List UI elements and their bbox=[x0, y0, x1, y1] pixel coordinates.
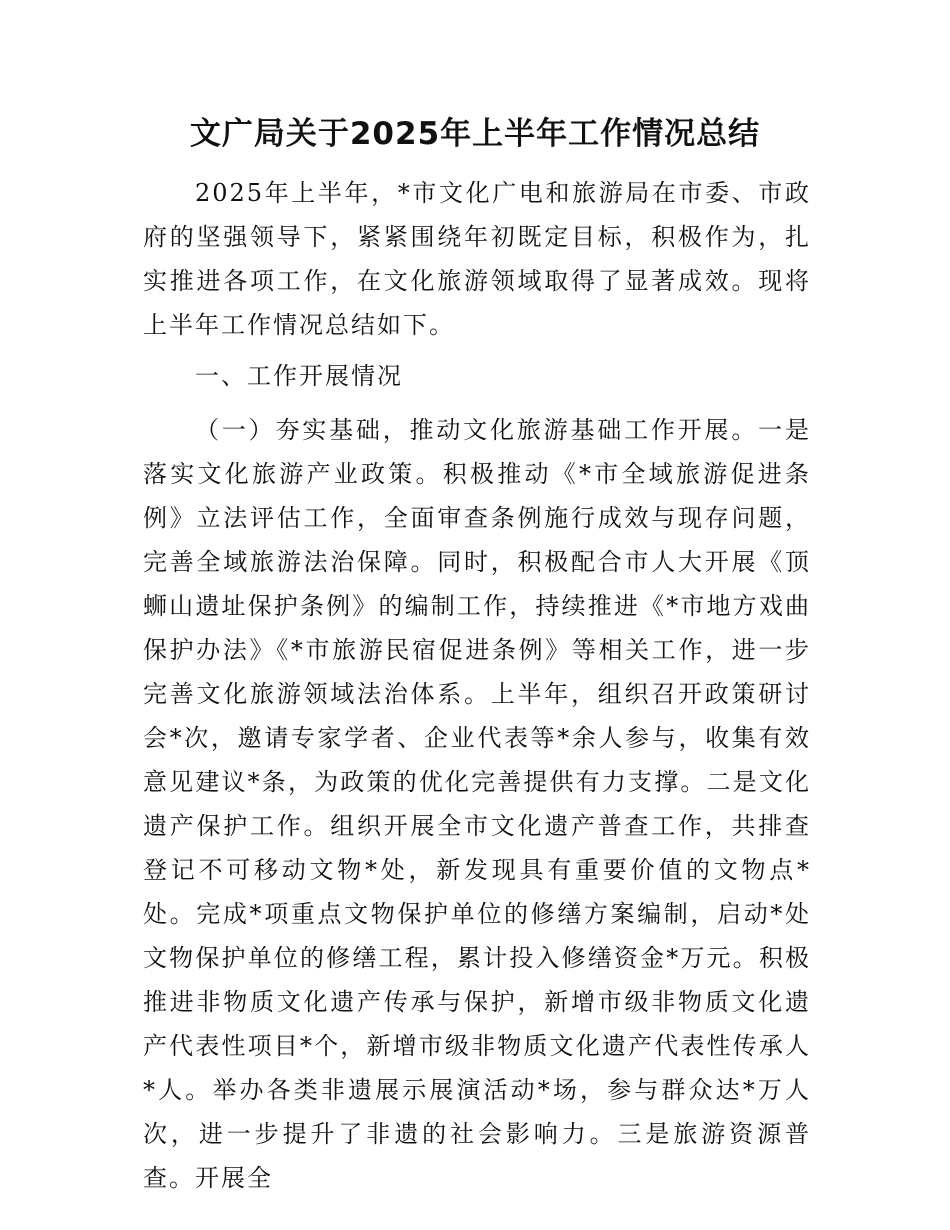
section-body-paragraph: （一）夯实基础，推动文化旅游基础工作开展。一是落实文化旅游产业政策。积极推动《*市全域旅游促进条例》立法评估工作，全面审查条例施行成效与现存问题，完善全域旅游法治保障。同时，积极配合市人大开展《顶蛳山遗址保护条例》的编制工作，持续推进《*市地方戏曲保护办法》《*市旅游民宿促进条例》等相关工作，进一步完善文化旅游领域法治体系。上半年，组织召开政策研讨会*次，邀请专家学者、企业代表等*余人参与，收集有效意见建议*条，为政策的优化完善提供有力支撑。二是文化遗产保护工作。组织开展全市文化遗产普查工作，共排查登记不可移动文物*处，新发现具有重要价值的文物点*处。完成*项重点文物保护单位的修缮方案编制，启动*处文物保护单位的修缮工程，累计投入修缮资金*万元。积极推进非物质文化遗产传承与保护，新增市级非物质文化遗产代表性项目*个，新增市级非物质文化遗产代表性传承人*人。举办各类非遗展示展演活动*场，参与群众达*万人次，进一步提升了非遗的社会影响力。三是旅游资源普查。开展全 bbox=[143, 416, 811, 1192]
intro-paragraph: 2025年上半年，*市文化广电和旅游局在市委、市政府的坚强领导下，紧紧围绕年初既定目标，积极作为，扎实推进各项工作，在文化旅游领域取得了显著成效。现将上半年工作情况总结如下。 bbox=[143, 179, 811, 339]
section-heading: 一、工作开展情况 bbox=[195, 362, 403, 390]
document-title: 文广局关于2025年上半年工作情况总结 bbox=[189, 116, 761, 152]
section-heading-block bbox=[143, 354, 811, 398]
section-body-block bbox=[143, 408, 811, 1200]
intro-paragraph-block bbox=[143, 171, 811, 347]
